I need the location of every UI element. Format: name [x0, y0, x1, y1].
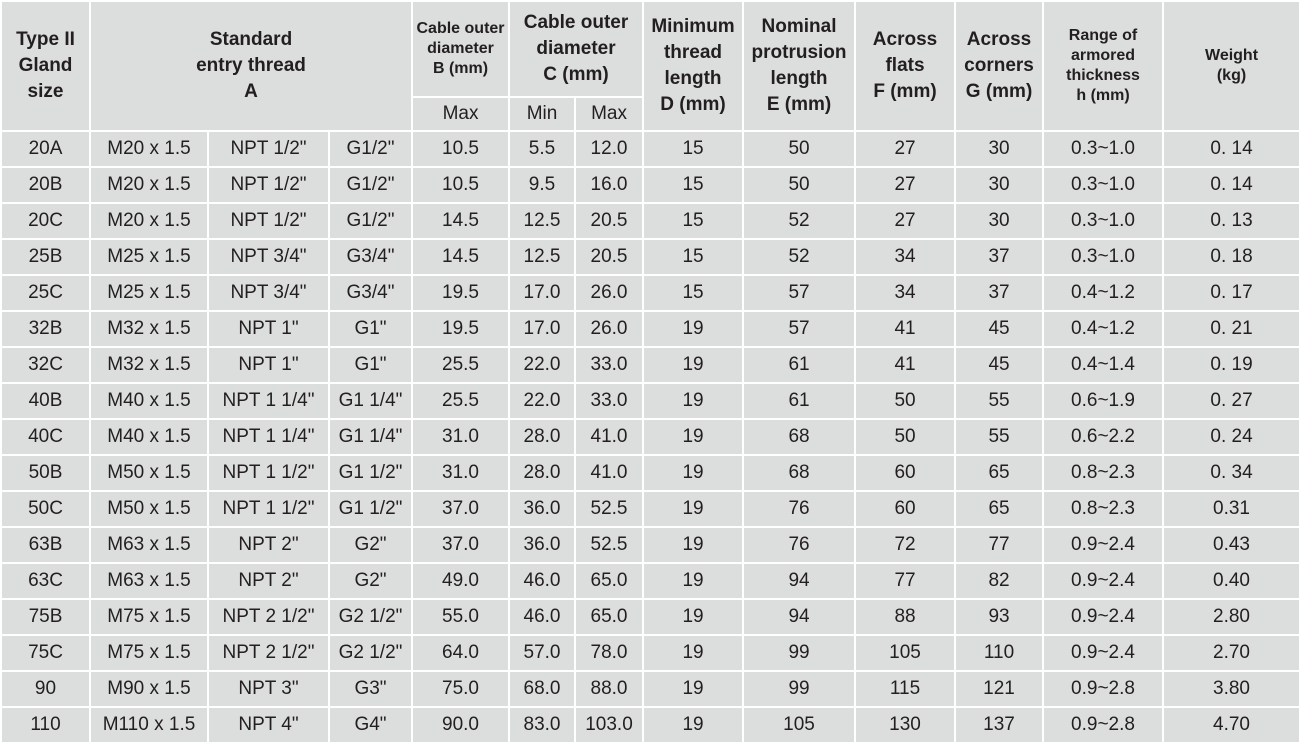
cell-weight: 2.80: [1163, 599, 1299, 635]
table-row: [1, 599, 1299, 635]
cell-c-min: 22.0: [509, 347, 575, 383]
cell-protrusion-length: 57: [743, 311, 855, 347]
cell-armored-thickness: 0.3~1.0: [1043, 239, 1163, 275]
cell-metric-thread: M90 x 1.5: [90, 671, 208, 707]
cell-size: 20C: [1, 203, 90, 239]
cell-g-thread: G4": [329, 707, 412, 743]
cell-c-min: 9.5: [509, 167, 575, 203]
cell-size: 63C: [1, 563, 90, 599]
cell-weight: 0. 19: [1163, 347, 1299, 383]
cell-metric-thread: M75 x 1.5: [90, 635, 208, 671]
table-row: [1, 419, 1299, 455]
cell-across-corners: 65: [955, 491, 1043, 527]
table-row: [1, 131, 1299, 167]
cell-armored-thickness: 0.8~2.3: [1043, 491, 1163, 527]
cell-across-flats: 77: [855, 563, 955, 599]
cell-b-max: 37.0: [412, 491, 509, 527]
cell-npt-thread: NPT 2 1/2": [208, 635, 329, 671]
cell-armored-thickness: 0.4~1.2: [1043, 311, 1163, 347]
cell-across-corners: 30: [955, 131, 1043, 167]
cell-protrusion-length: 61: [743, 347, 855, 383]
cell-g-thread: G1": [329, 311, 412, 347]
header-c-max: Max: [575, 97, 643, 131]
cell-npt-thread: NPT 1 1/2": [208, 491, 329, 527]
cell-b-max: 75.0: [412, 671, 509, 707]
cell-weight: 0. 21: [1163, 311, 1299, 347]
cell-armored-thickness: 0.8~2.3: [1043, 455, 1163, 491]
cell-b-max: 19.5: [412, 275, 509, 311]
cell-armored-thickness: 0.9~2.4: [1043, 635, 1163, 671]
cell-c-max: 16.0: [575, 167, 643, 203]
table-row: [1, 383, 1299, 419]
cell-thread-length: 19: [643, 347, 743, 383]
cell-protrusion-length: 50: [743, 167, 855, 203]
cell-armored-thickness: 0.9~2.4: [1043, 563, 1163, 599]
cell-protrusion-length: 52: [743, 239, 855, 275]
cell-metric-thread: M110 x 1.5: [90, 707, 208, 743]
cell-b-max: 10.5: [412, 131, 509, 167]
cell-g-thread: G1 1/4": [329, 383, 412, 419]
cell-armored-thickness: 0.3~1.0: [1043, 131, 1163, 167]
cell-metric-thread: M25 x 1.5: [90, 275, 208, 311]
cell-g-thread: G2": [329, 563, 412, 599]
cell-weight: 3.80: [1163, 671, 1299, 707]
cell-c-max: 78.0: [575, 635, 643, 671]
cell-c-max: 33.0: [575, 383, 643, 419]
cell-protrusion-length: 94: [743, 563, 855, 599]
cell-across-corners: 55: [955, 419, 1043, 455]
cell-armored-thickness: 0.4~1.4: [1043, 347, 1163, 383]
cell-g-thread: G2": [329, 527, 412, 563]
cell-armored-thickness: 0.9~2.8: [1043, 671, 1163, 707]
cell-thread-length: 19: [643, 707, 743, 743]
cell-c-max: 26.0: [575, 275, 643, 311]
cell-weight: 0.43: [1163, 527, 1299, 563]
cell-b-max: 19.5: [412, 311, 509, 347]
cell-npt-thread: NPT 1 1/2": [208, 455, 329, 491]
cell-armored-thickness: 0.3~1.0: [1043, 167, 1163, 203]
cell-g-thread: G2 1/2": [329, 599, 412, 635]
cell-c-max: 33.0: [575, 347, 643, 383]
cell-c-max: 65.0: [575, 563, 643, 599]
cell-npt-thread: NPT 2 1/2": [208, 599, 329, 635]
cell-c-min: 12.5: [509, 239, 575, 275]
cell-size: 75B: [1, 599, 90, 635]
cell-armored-thickness: 0.9~2.4: [1043, 527, 1163, 563]
cell-across-flats: 41: [855, 311, 955, 347]
cell-weight: 0. 34: [1163, 455, 1299, 491]
cell-c-min: 28.0: [509, 419, 575, 455]
cell-across-flats: 50: [855, 419, 955, 455]
header-min-thread: Minimum thread length D (mm): [643, 1, 743, 131]
cell-npt-thread: NPT 1/2": [208, 167, 329, 203]
cell-g-thread: G1 1/2": [329, 455, 412, 491]
cell-size: 32B: [1, 311, 90, 347]
cell-metric-thread: M40 x 1.5: [90, 419, 208, 455]
cell-across-flats: 60: [855, 491, 955, 527]
cell-c-min: 46.0: [509, 599, 575, 635]
cell-weight: 0. 27: [1163, 383, 1299, 419]
cell-c-min: 68.0: [509, 671, 575, 707]
cell-c-max: 41.0: [575, 455, 643, 491]
cell-g-thread: G1 1/4": [329, 419, 412, 455]
cell-size: 110: [1, 707, 90, 743]
cell-metric-thread: M50 x 1.5: [90, 491, 208, 527]
cell-thread-length: 19: [643, 563, 743, 599]
cell-npt-thread: NPT 3": [208, 671, 329, 707]
cell-across-corners: 45: [955, 311, 1043, 347]
cell-protrusion-length: 61: [743, 383, 855, 419]
cell-c-min: 5.5: [509, 131, 575, 167]
cell-c-max: 52.5: [575, 527, 643, 563]
cell-armored-thickness: 0.6~2.2: [1043, 419, 1163, 455]
cell-size: 20A: [1, 131, 90, 167]
cell-c-min: 83.0: [509, 707, 575, 743]
table-row: [1, 527, 1299, 563]
cell-weight: 2.70: [1163, 635, 1299, 671]
cell-metric-thread: M25 x 1.5: [90, 239, 208, 275]
cell-thread-length: 15: [643, 167, 743, 203]
table-row: [1, 203, 1299, 239]
header-gland-size: Type II Gland size: [1, 1, 90, 131]
cell-across-flats: 72: [855, 527, 955, 563]
cell-c-min: 36.0: [509, 527, 575, 563]
cell-protrusion-length: 68: [743, 455, 855, 491]
cell-size: 40B: [1, 383, 90, 419]
cell-size: 25B: [1, 239, 90, 275]
cell-armored-thickness: 0.9~2.4: [1043, 599, 1163, 635]
cell-metric-thread: M63 x 1.5: [90, 527, 208, 563]
cell-g-thread: G1/2": [329, 203, 412, 239]
cell-metric-thread: M32 x 1.5: [90, 311, 208, 347]
cell-g-thread: G1": [329, 347, 412, 383]
cell-thread-length: 19: [643, 599, 743, 635]
cell-b-max: 25.5: [412, 347, 509, 383]
cell-across-corners: 37: [955, 239, 1043, 275]
cell-across-flats: 34: [855, 275, 955, 311]
cell-weight: 0. 18: [1163, 239, 1299, 275]
cell-across-flats: 115: [855, 671, 955, 707]
cell-across-corners: 110: [955, 635, 1043, 671]
header-standard-thread: Standard entry thread A: [90, 1, 412, 131]
cell-npt-thread: NPT 1 1/4": [208, 419, 329, 455]
cell-c-max: 20.5: [575, 203, 643, 239]
table-row: [1, 347, 1299, 383]
cell-b-max: 25.5: [412, 383, 509, 419]
header-nominal-protrusion: Nominal protrusion length E (mm): [743, 1, 855, 131]
cell-thread-length: 19: [643, 311, 743, 347]
cell-across-corners: 45: [955, 347, 1043, 383]
cell-thread-length: 19: [643, 419, 743, 455]
cell-weight: 0. 14: [1163, 131, 1299, 167]
cell-size: 50B: [1, 455, 90, 491]
cell-g-thread: G1/2": [329, 131, 412, 167]
cell-size: 40C: [1, 419, 90, 455]
cell-metric-thread: M75 x 1.5: [90, 599, 208, 635]
cell-across-flats: 41: [855, 347, 955, 383]
header-c-min: Min: [509, 97, 575, 131]
cell-size: 75C: [1, 635, 90, 671]
header-across-flats: Across flats F (mm): [855, 1, 955, 131]
cell-npt-thread: NPT 1": [208, 311, 329, 347]
cell-thread-length: 19: [643, 635, 743, 671]
cell-g-thread: G1/2": [329, 167, 412, 203]
cell-npt-thread: NPT 2": [208, 527, 329, 563]
cell-protrusion-length: 52: [743, 203, 855, 239]
cell-c-min: 12.5: [509, 203, 575, 239]
header-across-corners: Across corners G (mm): [955, 1, 1043, 131]
cell-metric-thread: M32 x 1.5: [90, 347, 208, 383]
cell-b-max: 31.0: [412, 419, 509, 455]
cell-npt-thread: NPT 1": [208, 347, 329, 383]
cell-c-min: 22.0: [509, 383, 575, 419]
cell-g-thread: G3": [329, 671, 412, 707]
cell-thread-length: 15: [643, 203, 743, 239]
cell-c-max: 26.0: [575, 311, 643, 347]
cell-size: 20B: [1, 167, 90, 203]
cell-across-flats: 27: [855, 203, 955, 239]
cell-weight: 0. 24: [1163, 419, 1299, 455]
header-cable-c: Cable outer diameter C (mm): [509, 1, 643, 97]
table-row: [1, 455, 1299, 491]
table-row: [1, 239, 1299, 275]
cell-armored-thickness: 0.3~1.0: [1043, 203, 1163, 239]
cell-across-flats: 105: [855, 635, 955, 671]
table-row: [1, 563, 1299, 599]
cell-npt-thread: NPT 4": [208, 707, 329, 743]
cell-armored-thickness: 0.4~1.2: [1043, 275, 1163, 311]
cell-c-max: 65.0: [575, 599, 643, 635]
cell-protrusion-length: 50: [743, 131, 855, 167]
cell-size: 32C: [1, 347, 90, 383]
cell-protrusion-length: 68: [743, 419, 855, 455]
cell-b-max: 31.0: [412, 455, 509, 491]
table-row: [1, 671, 1299, 707]
cell-b-max: 10.5: [412, 167, 509, 203]
cell-protrusion-length: 57: [743, 275, 855, 311]
cell-across-corners: 82: [955, 563, 1043, 599]
cell-weight: 0.31: [1163, 491, 1299, 527]
cell-across-corners: 137: [955, 707, 1043, 743]
cell-b-max: 64.0: [412, 635, 509, 671]
cell-size: 25C: [1, 275, 90, 311]
cell-thread-length: 19: [643, 455, 743, 491]
cell-npt-thread: NPT 1/2": [208, 203, 329, 239]
cell-across-corners: 30: [955, 167, 1043, 203]
cell-thread-length: 19: [643, 527, 743, 563]
cell-g-thread: G3/4": [329, 239, 412, 275]
cell-b-max: 14.5: [412, 239, 509, 275]
cell-metric-thread: M50 x 1.5: [90, 455, 208, 491]
cell-size: 63B: [1, 527, 90, 563]
cell-metric-thread: M20 x 1.5: [90, 203, 208, 239]
table-row: [1, 275, 1299, 311]
cell-metric-thread: M40 x 1.5: [90, 383, 208, 419]
cell-b-max: 90.0: [412, 707, 509, 743]
cell-across-corners: 93: [955, 599, 1043, 635]
cell-thread-length: 15: [643, 239, 743, 275]
cell-c-max: 103.0: [575, 707, 643, 743]
cell-npt-thread: NPT 2": [208, 563, 329, 599]
cell-thread-length: 19: [643, 491, 743, 527]
cell-g-thread: G3/4": [329, 275, 412, 311]
cell-npt-thread: NPT 1/2": [208, 131, 329, 167]
cell-weight: 0. 13: [1163, 203, 1299, 239]
cell-across-corners: 121: [955, 671, 1043, 707]
cell-armored-thickness: 0.9~2.8: [1043, 707, 1163, 743]
cell-c-min: 17.0: [509, 311, 575, 347]
cell-b-max: 14.5: [412, 203, 509, 239]
cell-b-max: 55.0: [412, 599, 509, 635]
cell-g-thread: G1 1/2": [329, 491, 412, 527]
header-weight: Weight (kg): [1163, 1, 1299, 131]
cell-across-corners: 77: [955, 527, 1043, 563]
cell-protrusion-length: 99: [743, 671, 855, 707]
table-row: [1, 491, 1299, 527]
cell-c-min: 17.0: [509, 275, 575, 311]
cell-npt-thread: NPT 1 1/4": [208, 383, 329, 419]
cell-weight: 4.70: [1163, 707, 1299, 743]
cell-across-corners: 65: [955, 455, 1043, 491]
cell-across-flats: 60: [855, 455, 955, 491]
cell-across-flats: 27: [855, 131, 955, 167]
cell-protrusion-length: 76: [743, 527, 855, 563]
cell-b-max: 37.0: [412, 527, 509, 563]
header-b-max: Max: [412, 97, 509, 131]
cell-c-max: 41.0: [575, 419, 643, 455]
cell-armored-thickness: 0.6~1.9: [1043, 383, 1163, 419]
table-row: [1, 167, 1299, 203]
cell-c-min: 57.0: [509, 635, 575, 671]
cell-across-flats: 34: [855, 239, 955, 275]
cell-across-corners: 37: [955, 275, 1043, 311]
cell-c-min: 36.0: [509, 491, 575, 527]
table-row: [1, 707, 1299, 743]
cell-npt-thread: NPT 3/4": [208, 239, 329, 275]
cell-npt-thread: NPT 3/4": [208, 275, 329, 311]
header-cable-b: Cable outer diameter B (mm): [412, 1, 509, 97]
cell-c-max: 52.5: [575, 491, 643, 527]
table-row: [1, 635, 1299, 671]
cell-c-min: 46.0: [509, 563, 575, 599]
header-armored-thickness: Range of armored thickness h (mm): [1043, 1, 1163, 131]
cell-weight: 0. 17: [1163, 275, 1299, 311]
cell-thread-length: 19: [643, 383, 743, 419]
cell-across-flats: 50: [855, 383, 955, 419]
cell-c-max: 88.0: [575, 671, 643, 707]
cell-protrusion-length: 76: [743, 491, 855, 527]
cell-protrusion-length: 94: [743, 599, 855, 635]
cell-g-thread: G2 1/2": [329, 635, 412, 671]
cell-thread-length: 19: [643, 671, 743, 707]
cell-metric-thread: M20 x 1.5: [90, 167, 208, 203]
cell-across-flats: 27: [855, 167, 955, 203]
cell-metric-thread: M63 x 1.5: [90, 563, 208, 599]
cell-c-max: 12.0: [575, 131, 643, 167]
cell-b-max: 49.0: [412, 563, 509, 599]
cell-weight: 0.40: [1163, 563, 1299, 599]
cell-metric-thread: M20 x 1.5: [90, 131, 208, 167]
cell-protrusion-length: 99: [743, 635, 855, 671]
cell-c-max: 20.5: [575, 239, 643, 275]
cell-across-flats: 130: [855, 707, 955, 743]
cell-across-corners: 55: [955, 383, 1043, 419]
cell-protrusion-length: 105: [743, 707, 855, 743]
cell-across-flats: 88: [855, 599, 955, 635]
table-row: [1, 311, 1299, 347]
cell-size: 50C: [1, 491, 90, 527]
cell-size: 90: [1, 671, 90, 707]
cell-weight: 0. 14: [1163, 167, 1299, 203]
cell-across-corners: 30: [955, 203, 1043, 239]
cell-thread-length: 15: [643, 275, 743, 311]
cell-c-min: 28.0: [509, 455, 575, 491]
cell-thread-length: 15: [643, 131, 743, 167]
